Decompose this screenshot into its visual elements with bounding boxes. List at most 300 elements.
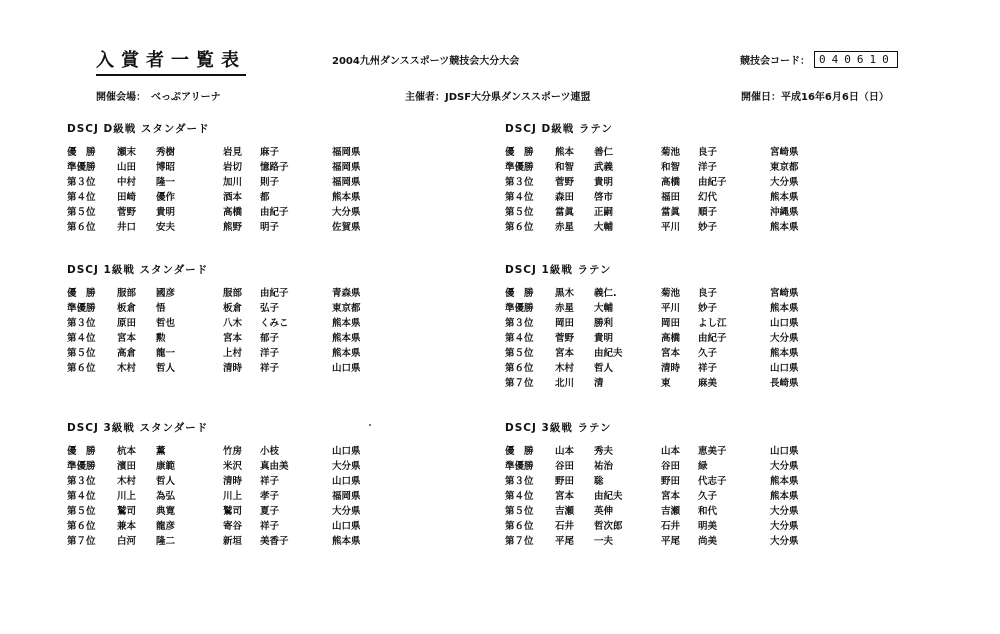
leader-given: 國彦 [156,288,176,299]
prefecture-cell: 熊本県 [332,536,361,547]
table-row [505,459,830,474]
prefecture-cell: 大分県 [770,177,799,188]
results-table [67,286,392,376]
results-table [67,444,392,549]
leader-surname: 赤星 [555,222,575,233]
table-row [505,205,830,220]
table-row [505,444,830,459]
partner-given: 由紀子 [260,288,289,299]
partner-given: 緑 [698,461,708,472]
rank-cell: 第６位 [505,222,534,233]
partner-surname: 米沢 [223,461,243,472]
rank-cell: 優 勝 [67,147,96,158]
leader-given: 龍彦 [156,521,176,532]
rank-cell: 第４位 [505,491,534,502]
leader-given: 聡 [594,476,604,487]
leader-given: 勲 [156,333,166,344]
leader-given: 秀樹 [156,147,176,158]
leader-surname: 宮本 [117,333,137,344]
prefecture-cell: 山口県 [332,521,361,532]
scan-speck [369,424,371,426]
leader-surname: 兼本 [117,521,137,532]
prefecture-cell: 福岡県 [332,491,361,502]
leader-surname: 岡田 [555,318,575,329]
leader-surname: 吉瀬 [555,506,575,517]
partner-surname: 石井 [661,521,681,532]
table-row [67,504,392,519]
prefecture-cell: 大分県 [770,333,799,344]
partner-surname: 寄谷 [223,521,243,532]
partner-surname: 清時 [661,363,681,374]
leader-surname: 山田 [117,162,137,173]
prefecture-cell: 長崎県 [770,378,799,389]
rank-cell: 第４位 [67,333,96,344]
table-row [505,301,830,316]
table-row [67,519,392,534]
partner-given: 則子 [260,177,280,188]
prefecture-cell: 熊本県 [332,192,361,203]
rank-cell: 準優勝 [67,162,96,173]
partner-given: 真由美 [260,461,289,472]
partner-surname: 菊池 [661,147,681,158]
leader-given: 典寛 [156,506,176,517]
table-row [67,145,392,160]
leader-surname: 平尾 [555,536,575,547]
partner-surname: 吉瀬 [661,506,681,517]
section-1-standard [67,262,397,376]
prefecture-cell: 大分県 [770,536,799,547]
event-date: 開催日：平成16年6月6日（日） [741,92,889,103]
rank-cell: 優 勝 [67,288,96,299]
rank-cell: 第４位 [505,333,534,344]
partner-surname: 宮本 [661,348,681,359]
partner-surname: 酒本 [223,192,243,203]
leader-surname: 菅野 [117,207,137,218]
partner-given: 夏子 [260,506,280,517]
event-name: 2004九州ダンススポーツ競技会大分大会 [332,56,520,67]
partner-given: 順子 [698,207,718,218]
leader-given: 哲也 [156,318,176,329]
rank-cell: 優 勝 [505,446,534,457]
section-title: DSCJ 1級戦 スタンダード [67,264,209,276]
partner-given: 祥子 [698,363,718,374]
partner-given: 代志子 [698,476,727,487]
prefecture-cell: 大分県 [770,506,799,517]
table-row [67,331,392,346]
prefecture-cell: 熊本県 [770,192,799,203]
partner-surname: 上村 [223,348,243,359]
rank-cell: 第３位 [505,318,534,329]
rank-cell: 準優勝 [505,162,534,173]
partner-surname: 竹房 [223,446,243,457]
prefecture-cell: 熊本県 [332,318,361,329]
leader-given: 貴明 [594,177,614,188]
partner-given: 洋子 [260,348,280,359]
partner-surname: 服部 [223,288,243,299]
partner-surname: 岩切 [223,162,243,173]
table-row [505,145,830,160]
partner-given: 明子 [260,222,280,233]
prefecture-cell: 佐賀県 [332,222,361,233]
leader-surname: 中村 [117,177,137,188]
rank-cell: 第４位 [67,491,96,502]
table-row [505,331,830,346]
table-row [67,444,392,459]
table-row [505,190,830,205]
leader-given: 大輔 [594,303,614,314]
table-row [67,301,392,316]
table-row [67,346,392,361]
rank-cell: 第６位 [505,363,534,374]
rank-cell: 第４位 [67,192,96,203]
leader-surname: 菅野 [555,333,575,344]
leader-given: 貴明 [156,207,176,218]
prefecture-cell: 大分県 [332,461,361,472]
leader-surname: 當眞 [555,207,575,218]
prefecture-cell: 大分県 [332,207,361,218]
prefecture-cell: 山口県 [770,318,799,329]
rank-cell: 第６位 [67,363,96,374]
leader-given: 龍一 [156,348,176,359]
prefecture-cell: 沖縄県 [770,207,799,218]
partner-surname: 當眞 [661,207,681,218]
partner-surname: 野田 [661,476,681,487]
prefecture-cell: 東京都 [770,162,799,173]
leader-surname: 高倉 [117,348,137,359]
rank-cell: 優 勝 [505,147,534,158]
leader-surname: 谷田 [555,461,575,472]
partner-given: 和代 [698,506,718,517]
prefecture-cell: 福岡県 [332,147,361,158]
partner-given: 明美 [698,521,718,532]
prefecture-cell: 熊本県 [770,348,799,359]
partner-surname: 宮本 [661,491,681,502]
leader-surname: 和智 [555,162,575,173]
leader-given: 薫 [156,446,166,457]
leader-given: 一夫 [594,536,614,547]
leader-given: 優作 [156,192,176,203]
section-d-standard [67,121,397,235]
rank-cell: 第４位 [505,192,534,203]
partner-surname: 板倉 [223,303,243,314]
prefecture-cell: 熊本県 [770,303,799,314]
rank-cell: 第５位 [505,506,534,517]
leader-given: 哲人 [156,363,176,374]
table-row [67,474,392,489]
leader-given: 啓市 [594,192,614,203]
partner-given: 祥子 [260,521,280,532]
table-row [505,519,830,534]
leader-surname: 服部 [117,288,137,299]
leader-given: 正嗣 [594,207,614,218]
table-row [67,286,392,301]
leader-given: 義仁. [594,288,617,299]
partner-surname: 平川 [661,303,681,314]
competition-code [740,51,898,68]
partner-surname: 高橋 [661,177,681,188]
leader-given: 為弘 [156,491,176,502]
prefecture-cell: 大分県 [770,521,799,532]
partner-given: 美香子 [260,536,289,547]
rank-cell: 優 勝 [67,446,96,457]
leader-given: 武義 [594,162,614,173]
partner-given: 弘子 [260,303,280,314]
partner-given: 憶路子 [260,162,289,173]
table-row [67,489,392,504]
leader-surname: 森田 [555,192,575,203]
partner-given: 都 [260,192,270,203]
rank-cell: 第７位 [505,536,534,547]
prefecture-cell: 熊本県 [332,348,361,359]
table-row [505,376,830,391]
partner-given: 妙子 [698,222,718,233]
rank-cell: 準優勝 [67,461,96,472]
leader-surname: 田崎 [117,192,137,203]
leader-surname: 原田 [117,318,137,329]
prefecture-cell: 福岡県 [332,162,361,173]
partner-surname: 清時 [223,363,243,374]
leader-given: 哲次郎 [594,521,623,532]
leader-given: 哲人 [156,476,176,487]
leader-surname: 熊本 [555,147,575,158]
rank-cell: 第６位 [67,222,96,233]
leader-given: 由紀夫 [594,491,623,502]
section-1-latin [505,262,835,391]
leader-surname: 野田 [555,476,575,487]
partner-given: 妙子 [698,303,718,314]
rank-cell: 優 勝 [505,288,534,299]
results-table [505,286,830,391]
leader-given: 悟 [156,303,166,314]
prefecture-cell: 宮崎県 [770,147,799,158]
leader-surname: 川上 [117,491,137,502]
partner-surname: 菊池 [661,288,681,299]
leader-given: 由紀夫 [594,348,623,359]
leader-given: 隆一 [156,177,176,188]
section-3-standard [67,420,397,549]
leader-surname: 木村 [117,476,137,487]
rank-cell: 第３位 [67,177,96,188]
rank-cell: 第３位 [67,318,96,329]
leader-given: 安夫 [156,222,176,233]
section-title: DSCJ 3級戦 スタンダード [67,422,209,434]
prefecture-cell: 山口県 [770,363,799,374]
leader-given: 哲人 [594,363,614,374]
leader-given: 善仁 [594,147,614,158]
partner-surname: 平尾 [661,536,681,547]
partner-surname: 川上 [223,491,243,502]
rank-cell: 第３位 [67,476,96,487]
partner-surname: 加川 [223,177,243,188]
prefecture-cell: 山口県 [332,363,361,374]
prefecture-cell: 宮崎県 [770,288,799,299]
organizer: 主催者：JDSF大分県ダンススポーツ連盟 [405,92,591,103]
prefecture-cell: 山口県 [770,446,799,457]
section-title: DSCJ 1級戦 ラテン [505,264,612,276]
code-value-box: 040610 [814,51,898,68]
table-row [505,175,830,190]
table-row [505,534,830,549]
partner-given: 祥子 [260,476,280,487]
table-row [505,316,830,331]
rank-cell: 第５位 [67,506,96,517]
rank-cell: 第６位 [505,521,534,532]
prefecture-cell: 福岡県 [332,177,361,188]
section-title: DSCJ 3級戦 ラテン [505,422,612,434]
prefecture-cell: 熊本県 [770,222,799,233]
table-row [505,160,830,175]
partner-surname: 平川 [661,222,681,233]
leader-surname: 杭本 [117,446,137,457]
partner-surname: 熊野 [223,222,243,233]
section-d-latin [505,121,835,235]
leader-given: 貴明 [594,333,614,344]
results-table [505,444,830,549]
prefecture-cell: 山口県 [332,476,361,487]
leader-given: 英伸 [594,506,614,517]
leader-surname: 宮本 [555,491,575,502]
prefecture-cell: 熊本県 [770,476,799,487]
table-row [505,489,830,504]
partner-given: 由紀子 [260,207,289,218]
partner-given: 洋子 [698,162,718,173]
table-row [67,220,392,235]
partner-surname: 八木 [223,318,243,329]
section-title: DSCJ D級戦 ラテン [505,123,613,135]
leader-given: 勝利 [594,318,614,329]
partner-surname: 高橋 [661,333,681,344]
rank-cell: 第５位 [67,207,96,218]
table-row [67,534,392,549]
partner-surname: 東 [661,378,671,389]
table-row [67,316,392,331]
leader-given: 秀夫 [594,446,614,457]
table-row [505,220,830,235]
partner-given: 久子 [698,491,718,502]
partner-given: 恵美子 [698,446,727,457]
prefecture-cell: 東京都 [332,303,361,314]
leader-surname: 黒木 [555,288,575,299]
table-row [67,205,392,220]
table-row [505,504,830,519]
partner-given: 郁子 [260,333,280,344]
leader-surname: 白河 [117,536,137,547]
leader-surname: 木村 [117,363,137,374]
table-row [505,474,830,489]
table-row [67,175,392,190]
leader-given: 康範 [156,461,176,472]
section-3-latin [505,420,835,549]
results-table [67,145,392,235]
table-row [505,361,830,376]
leader-surname: 井口 [117,222,137,233]
leader-given: 大輔 [594,222,614,233]
leader-given: 隆二 [156,536,176,547]
results-table [505,145,830,235]
venue: 開催会場： べっぷアリーナ [96,92,221,103]
partner-surname: 清時 [223,476,243,487]
partner-given: 良子 [698,147,718,158]
partner-surname: 谷田 [661,461,681,472]
partner-given: 幻代 [698,192,718,203]
partner-given: 祥子 [260,363,280,374]
table-row [67,160,392,175]
table-row [67,459,392,474]
table-row [67,190,392,205]
leader-surname: 山本 [555,446,575,457]
table-row [505,286,830,301]
rank-cell: 第５位 [505,207,534,218]
rank-cell: 第５位 [505,348,534,359]
partner-surname: 山本 [661,446,681,457]
prefecture-cell: 山口県 [332,446,361,457]
leader-given: 祐治 [594,461,614,472]
table-row [67,361,392,376]
rank-cell: 第６位 [67,521,96,532]
partner-given: 麻子 [260,147,280,158]
partner-surname: 岡田 [661,318,681,329]
rank-cell: 準優勝 [67,303,96,314]
partner-surname: 高橋 [223,207,243,218]
section-title: DSCJ D級戦 スタンダード [67,123,210,135]
prefecture-cell: 大分県 [770,461,799,472]
leader-surname: 石井 [555,521,575,532]
partner-given: 孝子 [260,491,280,502]
leader-surname: 板倉 [117,303,137,314]
rank-cell: 準優勝 [505,303,534,314]
partner-surname: 福田 [661,192,681,203]
leader-surname: 宮本 [555,348,575,359]
partner-given: 由紀子 [698,333,727,344]
prefecture-cell: 青森県 [332,288,361,299]
leader-surname: 赤星 [555,303,575,314]
leader-surname: 瀬末 [117,147,137,158]
partner-given: 由紀子 [698,177,727,188]
leader-surname: 菅野 [555,177,575,188]
partner-surname: 岩見 [223,147,243,158]
partner-given: 良子 [698,288,718,299]
leader-surname: 濱田 [117,461,137,472]
leader-surname: 鷲司 [117,506,137,517]
prefecture-cell: 熊本県 [332,333,361,344]
partner-surname: 和智 [661,162,681,173]
rank-cell: 準優勝 [505,461,534,472]
partner-surname: 鷲司 [223,506,243,517]
partner-given: 麻美 [698,378,718,389]
leader-surname: 木村 [555,363,575,374]
leader-given: 清 [594,378,604,389]
leader-surname: 北川 [555,378,575,389]
rank-cell: 第７位 [505,378,534,389]
partner-given: 小枝 [260,446,280,457]
rank-cell: 第５位 [67,348,96,359]
prefecture-cell: 大分県 [332,506,361,517]
page-title: 入賞者一覧表 [96,46,246,76]
rank-cell: 第３位 [505,476,534,487]
leader-given: 博昭 [156,162,176,173]
table-row [505,346,830,361]
partner-given: 尚美 [698,536,718,547]
prefecture-cell: 熊本県 [770,491,799,502]
rank-cell: 第３位 [505,177,534,188]
partner-surname: 新垣 [223,536,243,547]
partner-surname: 宮本 [223,333,243,344]
rank-cell: 第７位 [67,536,96,547]
partner-given: よし江 [698,318,727,329]
code-label: 競技会コード： [740,56,810,67]
partner-given: 久子 [698,348,718,359]
partner-given: くみこ [260,318,289,329]
